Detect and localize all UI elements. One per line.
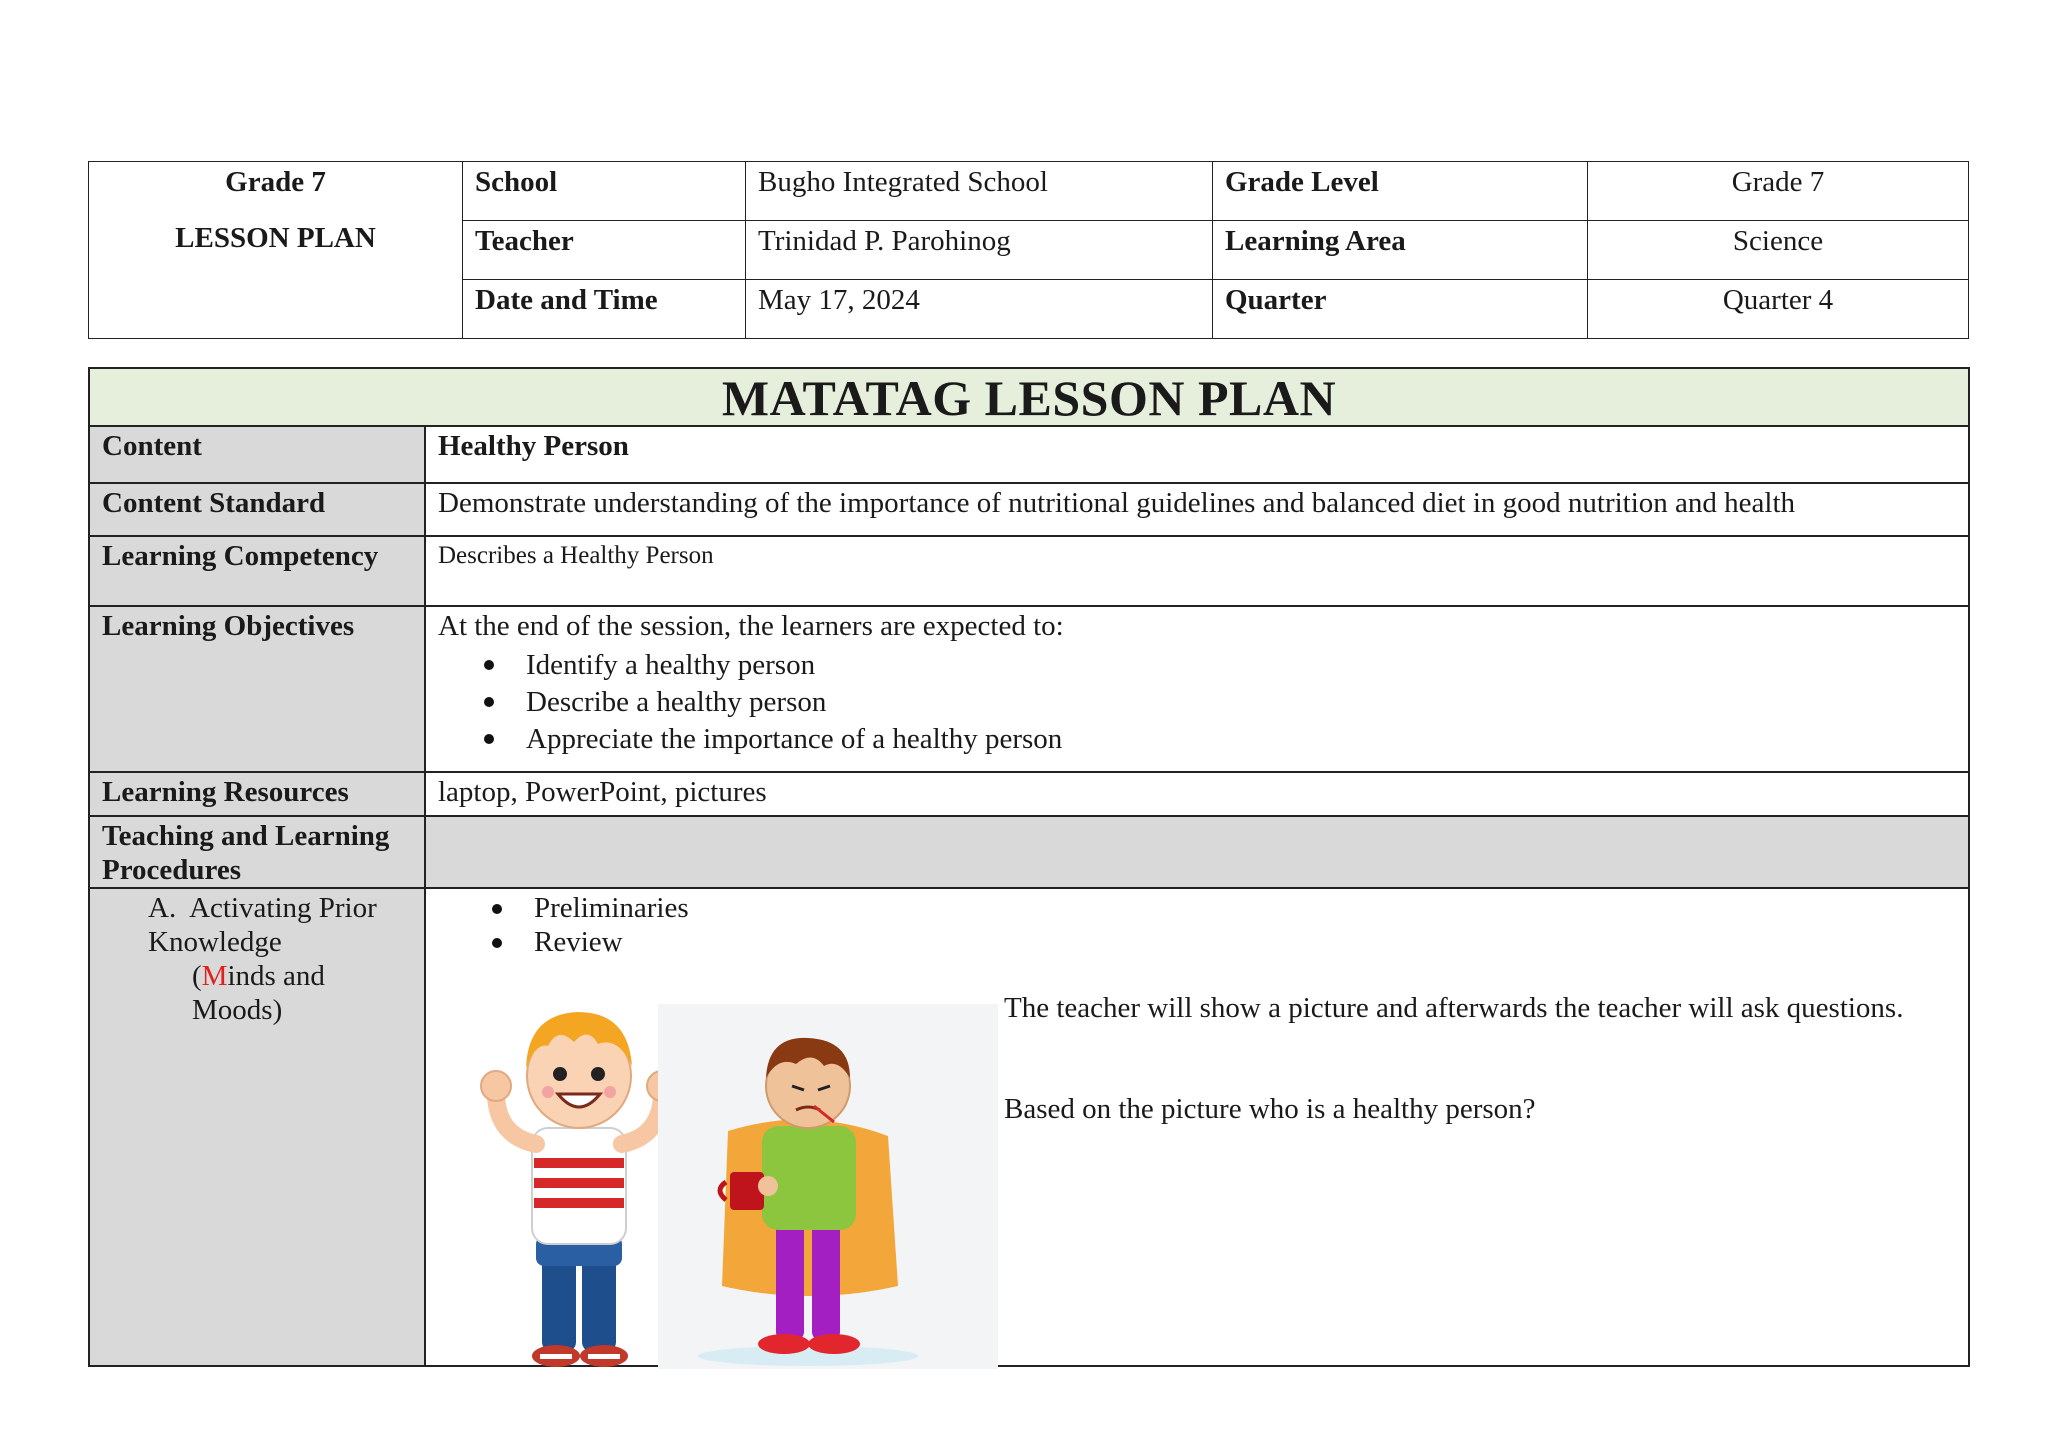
procedures-empty-cell: [425, 816, 1969, 888]
activity-instructions: [1004, 991, 1924, 1193]
paren-open: (: [192, 960, 202, 992]
activity-text-1: The teacher will show a picture and afterwards the teacher will ask questions.: [1004, 992, 1904, 1024]
quarter-label: Quarter: [1213, 280, 1588, 339]
healthy-vs-sick-picture: [478, 986, 998, 1369]
learning-objectives-label: Learning Objectives: [89, 606, 425, 772]
lesson-plan-banner: MATATAG LESSON PLAN: [89, 368, 1969, 426]
content-standard-label: Content Standard: [89, 483, 425, 536]
objectives-intro: At the end of the session, the learners are expected to:: [438, 610, 1064, 642]
lesson-header-table: [88, 161, 1969, 339]
step-a-item: Review: [534, 925, 1956, 959]
school-label: School: [463, 162, 746, 221]
procedures-label: Teaching and Learning Procedures: [89, 816, 425, 888]
activity-text-2: Based on the picture who is a healthy person?: [1004, 1093, 1536, 1125]
grade-title-cell: [89, 162, 463, 339]
objectives-list: [438, 647, 1956, 758]
step-a-subtitle-line2: Moods): [192, 994, 283, 1026]
grade-level-value: Grade 7: [1588, 162, 1969, 221]
learning-resources-value: laptop, PowerPoint, pictures: [425, 772, 1969, 816]
step-a-subtitle: [148, 959, 412, 993]
learning-competency-value: Describes a Healthy Person: [425, 536, 1969, 606]
objective-item: Describe a healthy person: [526, 684, 1956, 721]
step-a-content-cell: [425, 888, 1969, 1366]
step-a-title: Activating Prior Knowledge: [148, 892, 377, 958]
step-a-list: [438, 891, 1956, 959]
date-time-value: May 17, 2024: [746, 280, 1213, 339]
content-label: Content: [89, 426, 425, 483]
learning-resources-label: Learning Resources: [89, 772, 425, 816]
learning-objectives-cell: [425, 606, 1969, 772]
date-time-label: Date and Time: [463, 280, 746, 339]
step-a-letter: A.: [148, 892, 177, 924]
objective-item: Identify a healthy person: [526, 647, 1956, 684]
teacher-label: Teacher: [463, 221, 746, 280]
step-a-item: Preliminaries: [534, 891, 1956, 925]
teacher-value: Trinidad P. Parohinog: [746, 221, 1213, 280]
activity-area: [438, 891, 1956, 1365]
subtitle-rest: inds and: [227, 960, 325, 992]
learning-area-value: Science: [1588, 221, 1969, 280]
healthy-boy-illustration: [481, 1012, 677, 1367]
matatag-lesson-plan-table: [88, 367, 1970, 1367]
grade-level-label: Grade Level: [1213, 162, 1588, 221]
accent-letter: M: [201, 960, 228, 992]
step-a-label-cell: [89, 888, 425, 1366]
learning-area-label: Learning Area: [1213, 221, 1588, 280]
school-value: Bugho Integrated School: [746, 162, 1213, 221]
quarter-value: Quarter 4: [1588, 280, 1969, 339]
content-standard-value: Demonstrate understanding of the importance of nutritional guidelines and balanced diet in good nutrition and health: [425, 483, 1969, 536]
grade-title: Grade 7: [225, 166, 326, 198]
content-value: Healthy Person: [425, 426, 1969, 483]
learning-competency-label: Learning Competency: [89, 536, 425, 606]
objective-item: Appreciate the importance of a healthy person: [526, 721, 1956, 758]
lesson-plan-title: LESSON PLAN: [175, 222, 376, 254]
